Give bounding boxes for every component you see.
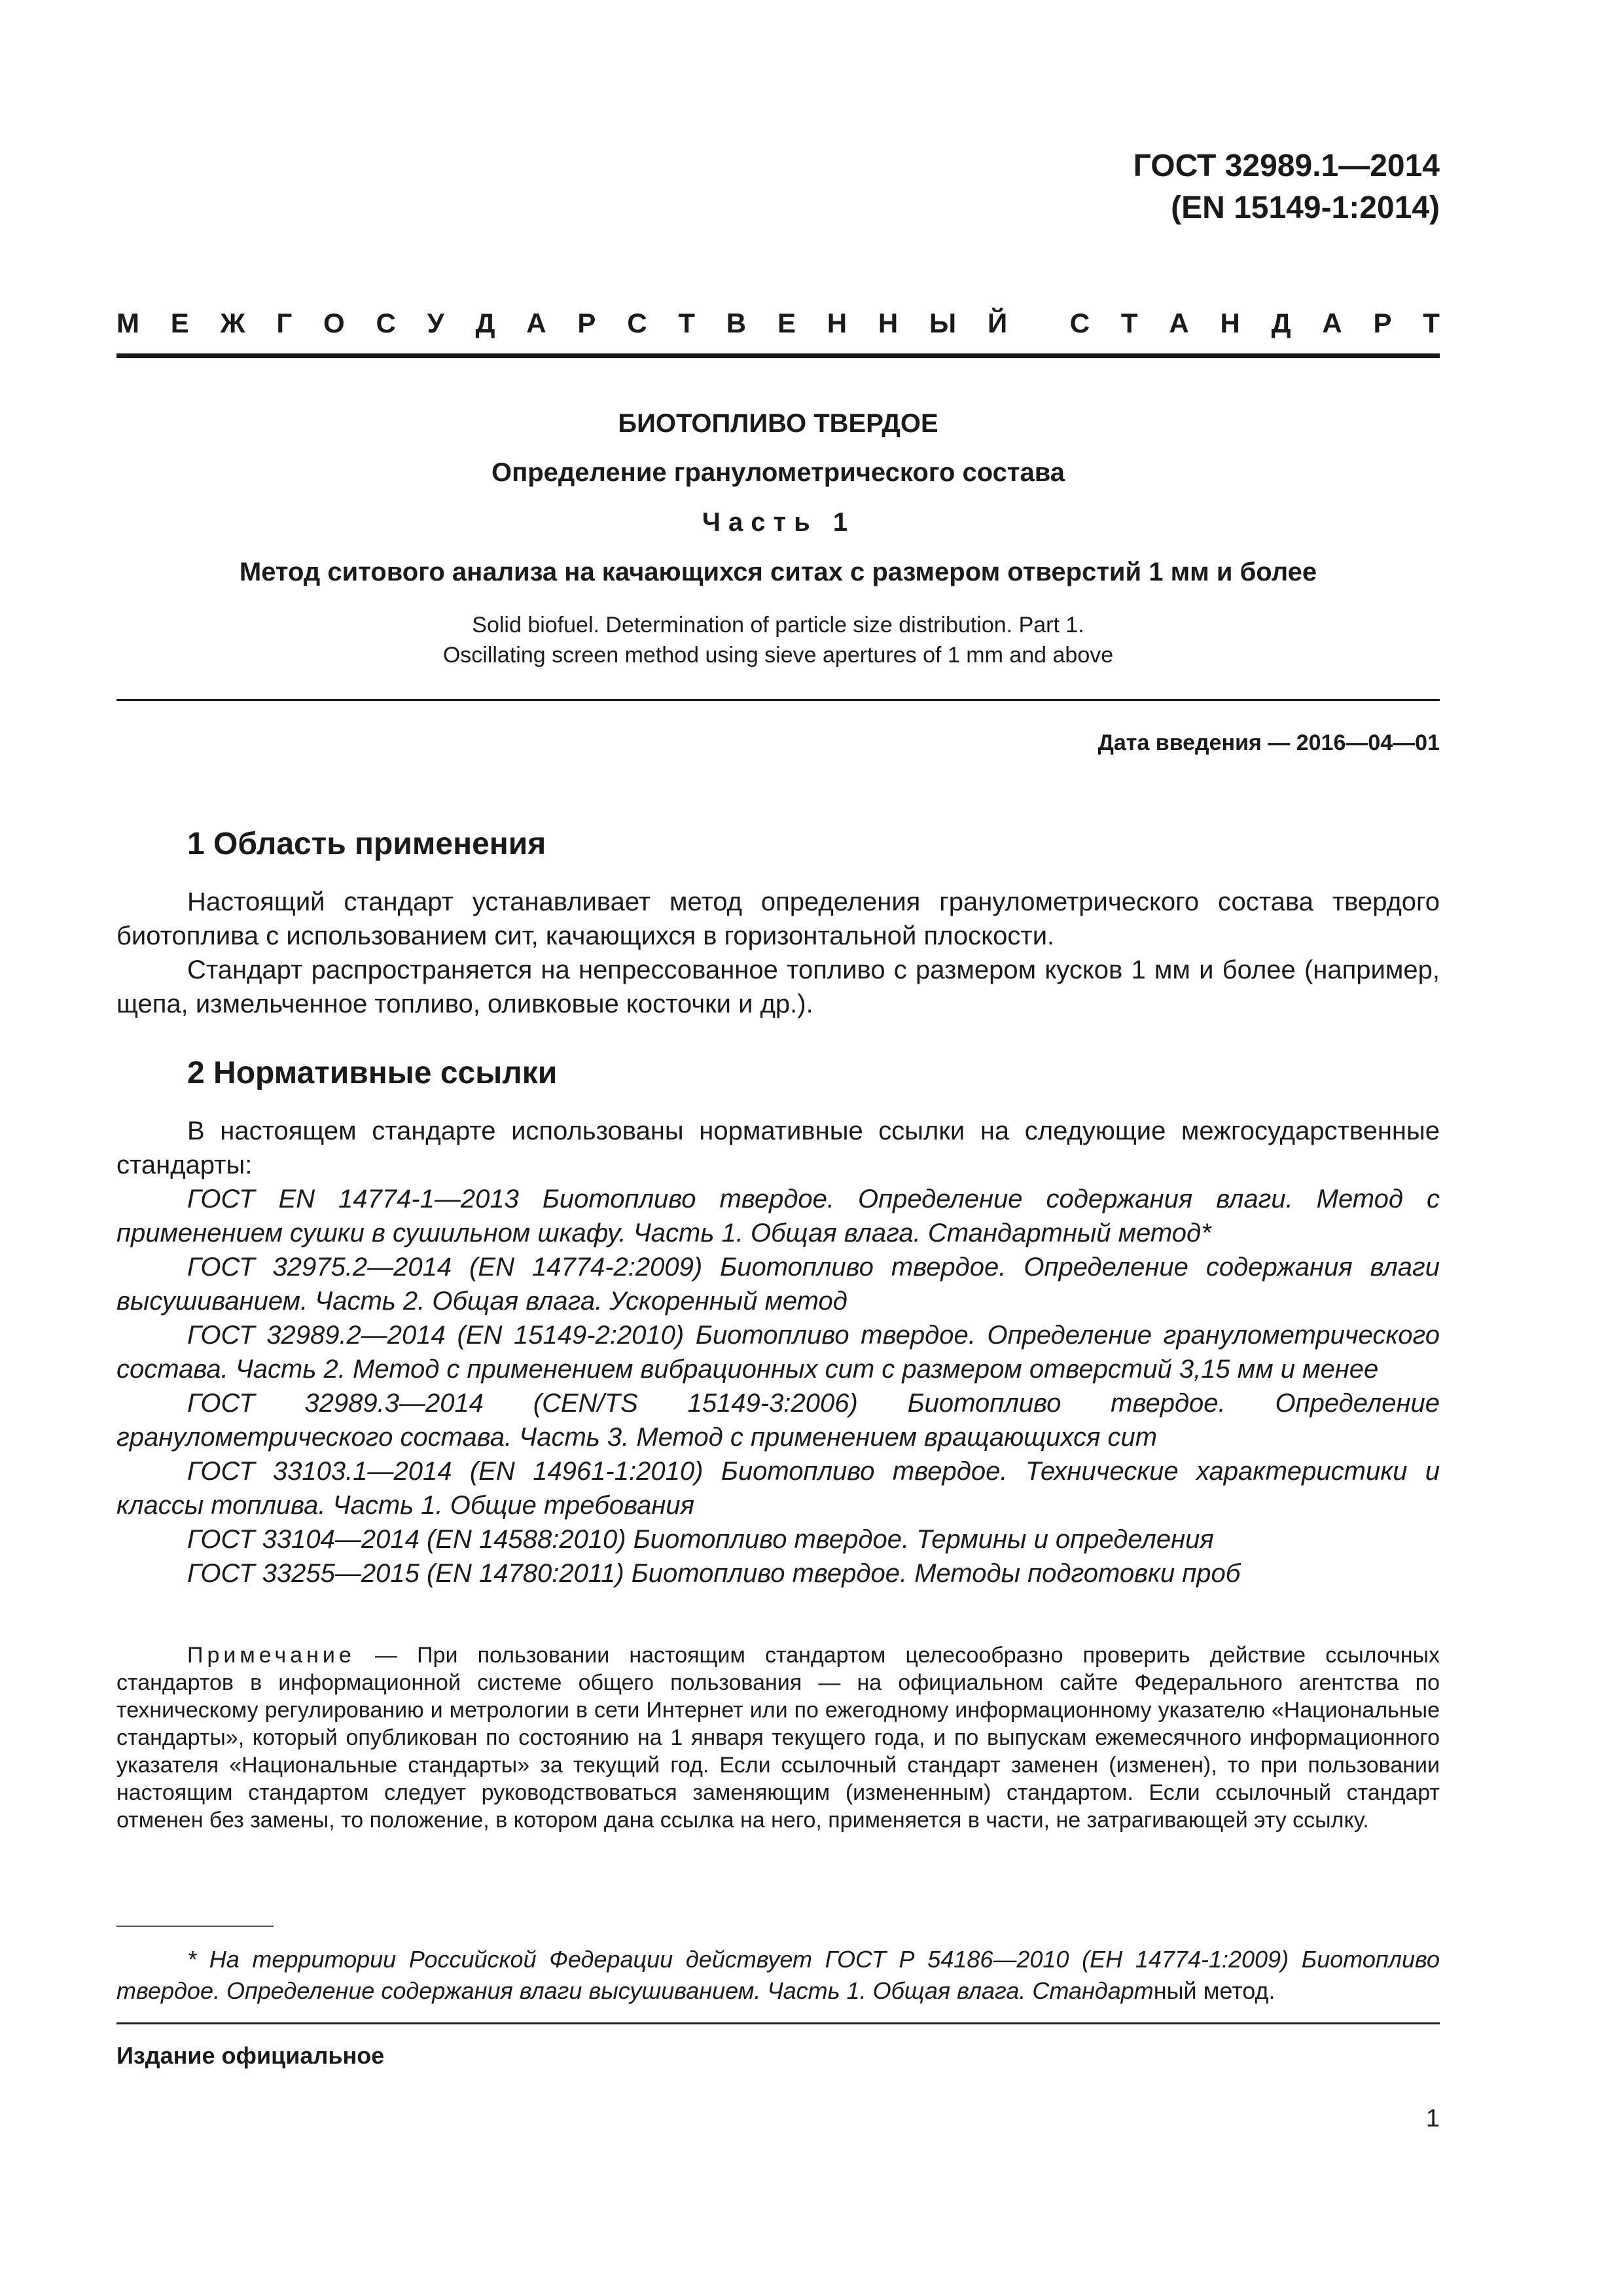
- title-sub: Определение гранулометрического состава: [491, 458, 1065, 487]
- section-2-heading: 2 Нормативные ссылки: [187, 1056, 558, 1090]
- standard-type-letter: А: [526, 308, 546, 338]
- standard-type-letter: Е: [777, 308, 796, 338]
- standard-type-letter: Й: [987, 308, 1008, 338]
- section-2-intro-text: В настоящем стандарте использованы нормативные ссылки на следующие межгосударственные стандарты:: [116, 1117, 1440, 1179]
- standard-type-letter: Ы: [929, 308, 957, 338]
- standard-type-letter: М: [116, 308, 139, 338]
- title-method: Метод ситового анализа на качающихся ситах с размером отверстий 1 мм и более: [239, 558, 1317, 586]
- standard-type-letter: Р: [1373, 308, 1392, 338]
- reference-item: ГОСТ 33255—2015 (EN 14780:2011) Биотопливо твердое. Методы подготовки проб: [187, 1559, 1241, 1588]
- title-rule: [116, 699, 1440, 701]
- section-1-paragraph: Стандарт распространяется на непрессованное топливо с размером кусков 1 мм и более (например, щепа, измельченное топливо, оливковые косточки и др.).: [116, 956, 1440, 1018]
- edition-label: Издание официальное: [116, 2042, 385, 2069]
- standard-type-letter: О: [323, 308, 345, 338]
- footer-rule: [116, 2022, 1440, 2024]
- footnote-rule: [116, 1926, 274, 1927]
- page-number: 1: [1425, 2105, 1440, 2132]
- reference-item: ГОСТ EN 14774-1—2013 Биотопливо твердое. Определение содержания влаги. Метод с применением сушки в сушильном шкафу. Часть 1. Общая влага. Стандартный метод*: [116, 1185, 1440, 1247]
- standard-type-letter: Ж: [220, 308, 245, 338]
- standard-type-letter: С: [1069, 308, 1090, 338]
- footnote: [116, 1944, 1440, 2007]
- standard-type-letter: Н: [827, 308, 847, 338]
- standard-type-letter: А: [1169, 308, 1189, 338]
- standard-type-letter: С: [627, 308, 647, 338]
- standard-type-letter: Н: [1220, 308, 1240, 338]
- note-paragraph: [116, 1641, 1440, 1834]
- section-1-heading: 1 Область применения: [187, 827, 546, 861]
- doc-number-en: (EN 15149-1:2014): [1171, 190, 1440, 225]
- title-part: Часть 1: [702, 508, 856, 537]
- title-main: БИОТОПЛИВО ТВЕРДОЕ: [618, 409, 938, 438]
- footnote-italic: * На территории Российской Федерации действует ГОСТ Р 54186—2010 (ЕН 14774-1:2009) Биотопливо твердое. Определение содержания влаги высушиванием. Часть 1. Общая влага. Стандарт: [116, 1946, 1440, 2004]
- standard-type-letter: Е: [170, 308, 189, 338]
- reference-item: ГОСТ 33104—2014 (EN 14588:2010) Биотопливо твердое. Термины и определения: [187, 1525, 1214, 1554]
- standard-type-letter: Г: [276, 308, 293, 338]
- standard-type-letter: Т: [678, 308, 695, 338]
- standard-type-letter: У: [427, 308, 444, 338]
- header-rule: [116, 353, 1440, 358]
- doc-number: ГОСТ 32989.1—2014: [1133, 149, 1440, 183]
- standard-type-letter: Д: [475, 308, 495, 338]
- standard-type-letter: Т: [1120, 308, 1138, 338]
- standard-type-letter: В: [726, 308, 747, 338]
- section-2-intro: [116, 1114, 1440, 1182]
- note-label: Примечание: [187, 1643, 355, 1668]
- standard-type-letter: Д: [1271, 308, 1291, 338]
- section-1-paragraph: Настоящий стандарт устанавливает метод определения гранулометрического состава твердого биотоплива с использованием сит, качающихся в горизонтальной плоскости.: [116, 888, 1440, 950]
- reference-item: ГОСТ 32989.3—2014 (CEN/TS 15149-3:2006) Биотопливо твердое. Определение гранулометрического состава. Часть 3. Метод с применением вращающихся сит: [116, 1389, 1440, 1452]
- normative-references-list: [116, 1182, 1440, 1590]
- standard-type-letter: Т: [1423, 308, 1440, 338]
- reference-item: ГОСТ 33103.1—2014 (EN 14961-1:2010) Биотопливо твердое. Технические характеристики и классы топлива. Часть 1. Общие требования: [116, 1457, 1440, 1520]
- standard-type-letter: С: [376, 308, 396, 338]
- section-1-body: [116, 885, 1440, 1021]
- standard-type-heading: [116, 308, 1440, 339]
- title-en-line2: Oscillating screen method using sieve apertures of 1 mm and above: [442, 643, 1114, 668]
- footnote-text: [116, 1944, 1440, 2007]
- standard-type-letter: А: [1322, 308, 1342, 338]
- note-block: [116, 1641, 1440, 1834]
- introduction-date: Дата введения — 2016—04—01: [1097, 730, 1440, 755]
- note-text: — При пользовании настоящим стандартом целесообразно проверить действие ссылочных стандартов в информационной системе общего пользования — на официальном сайте Федерального агентства по техническому регулированию и метрологии в сети Интернет или по ежегодному информационному указателю «Национальные стандарты», который опубликован по состоянию на 1 января текущего года, и по выпускам ежемесячного информационного указателя «Национальные стандарты» за текущий год. Если ссылочный стандарт заменен (изменен), то при пользовании настоящим стандартом следует руководствоваться заменяющим (измененным) стандартом. Если ссылочный стандарт отменен без замены, то положение, в котором дана ссылка на него, применяется в части, не затрагивающей эту ссылку.: [116, 1643, 1440, 1833]
- standard-type-letter: Р: [577, 308, 596, 338]
- footnote-upright: ный метод.: [1153, 1977, 1275, 2004]
- standard-type-letter: Н: [878, 308, 899, 338]
- title-en-line1: Solid biofuel. Determination of particle size distribution. Part 1.: [472, 613, 1084, 637]
- reference-item: ГОСТ 32975.2—2014 (EN 14774-2:2009) Биотопливо твердое. Определение содержания влаги высушиванием. Часть 2. Общая влага. Ускоренный метод: [116, 1253, 1440, 1316]
- reference-item: ГОСТ 32989.2—2014 (EN 15149-2:2010) Биотопливо твердое. Определение гранулометрического состава. Часть 2. Метод с применением вибрационных сит с размером отверстий 3,15 мм и менее: [116, 1321, 1440, 1384]
